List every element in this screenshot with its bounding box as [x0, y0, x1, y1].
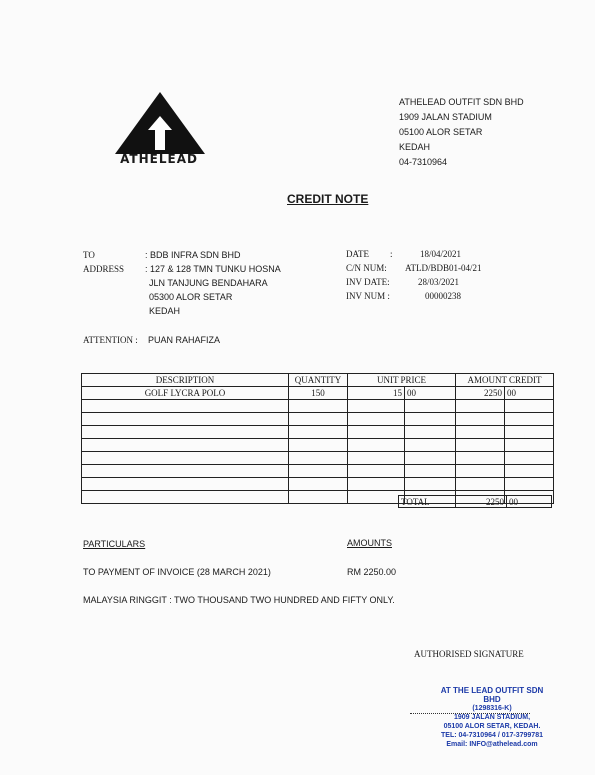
amounts-header: AMOUNTS: [347, 538, 392, 548]
cell-amount-main: 2250: [456, 387, 505, 400]
header-quantity: QUANTITY: [289, 374, 348, 387]
table-row-empty: [82, 452, 554, 465]
table-row-empty: [82, 439, 554, 452]
logo-wordmark: ATHELEAD: [120, 152, 198, 166]
address-line-1: : 127 & 128 TMN TUNKU HOSNA: [145, 264, 281, 274]
cn-num-label: C/N NUM:: [346, 263, 387, 273]
company-address-1: 1909 JALAN STADIUM: [399, 112, 492, 122]
address-line-3: 05300 ALOR SETAR: [149, 292, 233, 302]
cell-amount-cents: 00: [505, 387, 554, 400]
cell-quantity: 150: [289, 387, 348, 400]
company-stamp: [432, 686, 552, 749]
company-address-2: 05100 ALOR SETAR: [399, 127, 483, 137]
particulars-header: PARTICULARS: [83, 539, 146, 549]
items-table: [81, 373, 554, 504]
inv-date-label: INV DATE:: [346, 277, 390, 287]
company-phone: 04-7310964: [399, 157, 448, 167]
inv-num-label: INV NUM :: [346, 291, 390, 301]
inv-date-value: 28/03/2021: [418, 277, 460, 287]
stamp-line-4: 05100 ALOR SETAR, KEDAH.: [443, 723, 541, 730]
particulars-amount: RM 2250.00: [347, 567, 397, 577]
cell-unit-price-main: 15: [348, 387, 405, 400]
total-main: 2250: [456, 496, 507, 508]
stamp-line-1: AT THE LEAD OUTFIT SDN BHD: [440, 686, 544, 704]
header-unit-price: UNIT PRICE: [348, 374, 456, 387]
cell-unit-price-cents: 00: [405, 387, 456, 400]
stamp-line-2: (1298316-K): [472, 705, 512, 712]
address-line-4: KEDAH: [149, 306, 181, 316]
table-row-empty: [82, 400, 554, 413]
company-name: ATHELEAD OUTFIT SDN BHD: [399, 97, 524, 107]
company-info: [399, 95, 524, 170]
date-label: DATE: [346, 249, 369, 259]
table-row-empty: [82, 465, 554, 478]
attention-value: PUAN RAHAFIZA: [148, 335, 221, 345]
to-label: TO: [83, 250, 95, 260]
date-value: 18/04/2021: [420, 249, 462, 259]
header-description: DESCRIPTION: [82, 374, 289, 387]
cell-description: GOLF LYCRA POLO: [82, 387, 289, 400]
total-table: [398, 495, 552, 508]
signature-label: AUTHORISED SIGNATURE: [414, 649, 524, 659]
header-amount-credit: AMOUNT CREDIT: [456, 374, 554, 387]
table-row-empty: [82, 478, 554, 491]
document-title: CREDIT NOTE: [287, 192, 369, 206]
total-row: [399, 496, 552, 508]
stamp-line-6: Email: INFO@athelead.com: [446, 741, 538, 748]
attention-label: ATTENTION :: [83, 335, 138, 345]
amount-in-words: MALAYSIA RINGGIT : TWO THOUSAND TWO HUNDRED AND FIFTY ONLY.: [83, 595, 395, 605]
stamp-line-3: 1909 JALAN STADIUM,: [453, 714, 531, 721]
particulars-line: TO PAYMENT OF INVOICE (28 MARCH 2021): [83, 567, 271, 577]
inv-num-value: 00000238: [425, 291, 461, 301]
to-value: : BDB INFRA SDN BHD: [145, 250, 241, 260]
stamp-line-5: TEL: 04-7310964 / 017-3799781: [441, 732, 543, 739]
table-header-row: [82, 374, 554, 387]
address-label: ADDRESS: [83, 264, 125, 274]
address-line-2: JLN TANJUNG BENDAHARA: [149, 278, 268, 288]
table-row-empty: [82, 413, 554, 426]
table-row: [82, 387, 554, 400]
table-row-empty: [82, 426, 554, 439]
company-state: KEDAH: [399, 142, 431, 152]
date-sep: :: [390, 249, 393, 259]
total-cents: 00: [507, 496, 552, 508]
cn-num-value: ATLD/BDB01-04/21: [405, 263, 482, 273]
total-label: TOTAL: [399, 496, 456, 508]
